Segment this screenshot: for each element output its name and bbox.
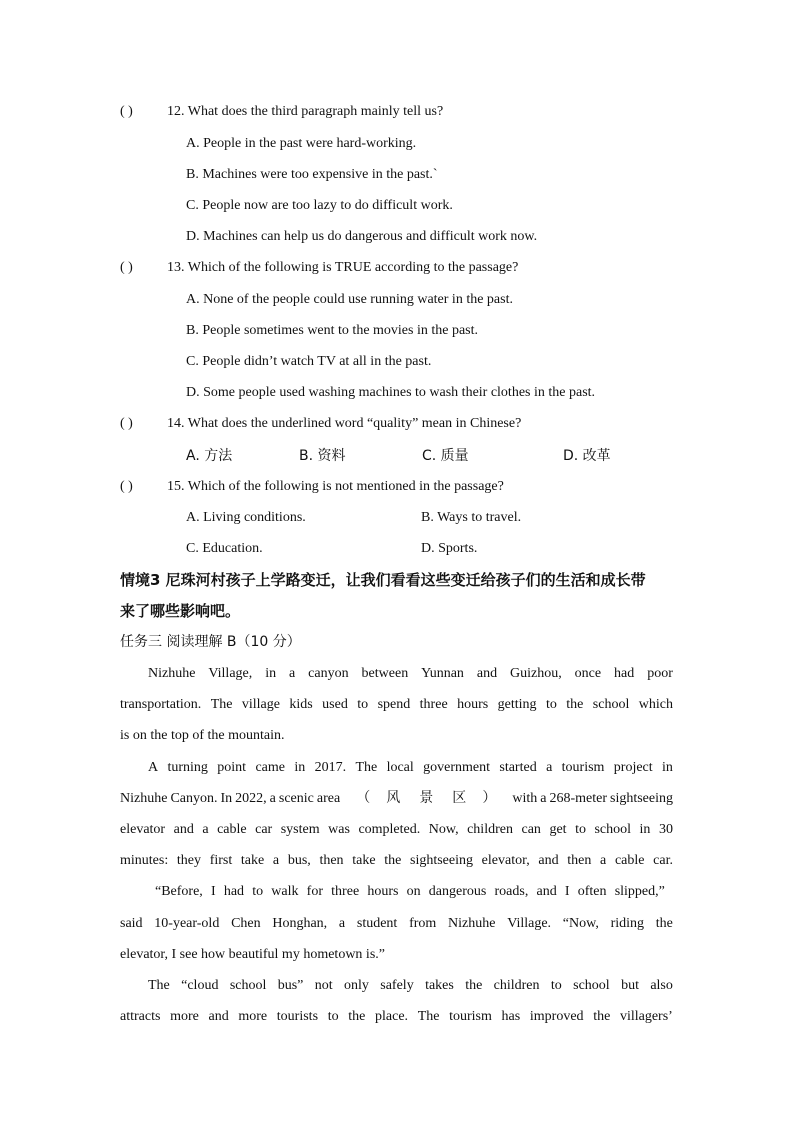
passage-line-10: elevator, I see how beautiful my hometown is.” xyxy=(120,947,385,962)
passage-line-2: transportation. The village kids used to spend three hours getting to the school which xyxy=(120,697,673,712)
q13-option-a: A. None of the people could use running water in the past. xyxy=(186,292,513,307)
passage-line-12: attracts more and more tourists to the place. The tourism has improved the villagers’ xyxy=(120,1009,673,1024)
q14-option-a: A. 方法 xyxy=(186,448,233,464)
passage-line-5: Nizhuhe Canyon. In 2022, a scenic area（风 景 区）with a 268-meter sightseeing xyxy=(120,791,673,806)
question-13-stem: 13. Which of the following is TRUE according to the passage? xyxy=(167,260,519,275)
q15-option-c: C. Education. xyxy=(186,541,263,556)
q12-option-a: A. People in the past were hard-working. xyxy=(186,136,417,151)
q12-option-d: D. Machines can help us do dangerous and difficult work now. xyxy=(186,229,538,244)
passage-line-9: said 10-year-old Chen Honghan, a student from Nizhuhe Village. “Now, riding the xyxy=(120,916,673,931)
question-15-stem: 15. Which of the following is not mentioned in the passage? xyxy=(167,479,504,494)
q13-option-b: B. People sometimes went to the movies in the past. xyxy=(186,323,479,338)
question-12-stem: 12. What does the third paragraph mainly tell us? xyxy=(167,104,444,119)
q15-option-b: B. Ways to travel. xyxy=(421,510,522,525)
q13-option-c: C. People didn’t watch TV at all in the past. xyxy=(186,354,432,369)
question-14-stem: 14. What does the underlined word “quality” mean in Chinese? xyxy=(167,416,522,431)
passage-line-7: minutes: they first take a bus, then take the sightseeing elevator, and then a cable car. xyxy=(120,853,673,868)
q12-option-b: B. Machines were too expensive in the past.` xyxy=(186,167,438,182)
q13-option-d: D. Some people used washing machines to wash their clothes in the past. xyxy=(186,385,596,400)
answer-bracket-q14: ( ) xyxy=(120,416,133,431)
answer-bracket-q15: ( ) xyxy=(120,479,133,494)
q14-option-d: D. 改革 xyxy=(563,448,611,464)
q14-option-c: C. 质量 xyxy=(422,448,469,464)
scenario-heading-line-2: 来了哪些影响吧。 xyxy=(120,602,241,620)
answer-bracket-q12: ( ) xyxy=(120,104,133,119)
passage-line-1: Nizhuhe Village, in a canyon between Yunnan and Guizhou, once had poor xyxy=(148,666,673,681)
passage-line-8: “Before, I had to walk for three hours on dangerous roads, and I often slipped,” xyxy=(155,884,665,899)
passage-line-6: elevator and a cable car system was completed. Now, children can get to school in 30 xyxy=(120,822,673,837)
q14-option-b: B. 资料 xyxy=(299,448,346,464)
q12-option-c: C. People now are too lazy to do difficult work. xyxy=(186,198,453,213)
answer-bracket-q13: ( ) xyxy=(120,260,133,275)
scenario-heading-line-1: 情境3 尼珠河村孩子上学路变迁，让我们看看这些变迁给孩子们的生活和成长带 xyxy=(120,571,646,589)
q15-option-d: D. Sports. xyxy=(421,541,478,556)
task-title: 任务三 阅读理解 B（10 分） xyxy=(120,634,301,650)
passage-line-4: A turning point came in 2017. The local government started a tourism project in xyxy=(148,760,673,775)
passage-line-3: is on the top of the mountain. xyxy=(120,728,285,743)
passage-line-11: The “cloud school bus” not only safely takes the children to school but also xyxy=(148,978,673,993)
q15-option-a: A. Living conditions. xyxy=(186,510,306,525)
